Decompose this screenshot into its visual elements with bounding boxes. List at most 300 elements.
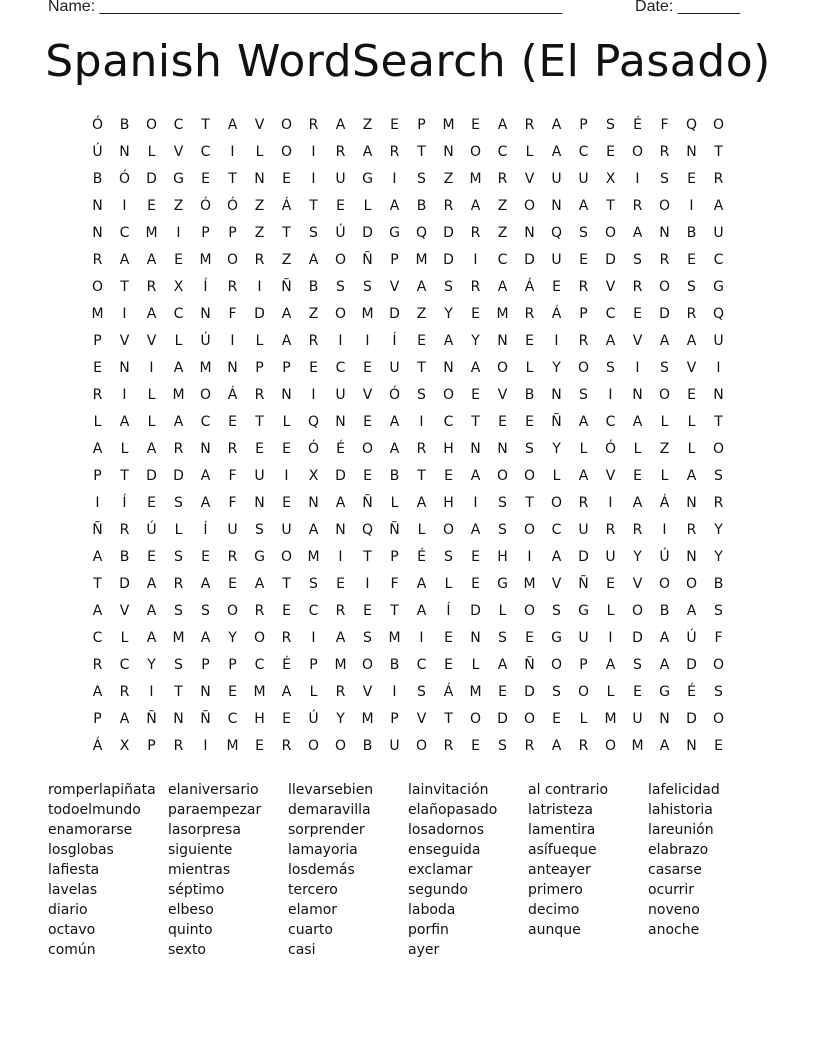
grid-letter: T	[714, 144, 723, 160]
grid-letter: E	[282, 603, 291, 619]
grid-letter: G	[578, 603, 589, 619]
grid-letter: V	[632, 333, 643, 349]
grid-letter: R	[497, 171, 508, 187]
grid-letter: Ñ	[146, 711, 157, 727]
grid-letter: L	[147, 144, 156, 160]
grid-letter: I	[608, 495, 613, 511]
grid-letter: R	[92, 387, 103, 403]
grid-row	[84, 112, 734, 139]
word-list-item: casi	[288, 942, 316, 958]
grid-letter: T	[525, 495, 534, 511]
grid-letter: S	[660, 360, 669, 376]
grid-letter: O	[280, 549, 293, 565]
grid-letter: L	[687, 441, 696, 457]
grid-letter: R	[281, 738, 292, 754]
grid-letter: Q	[361, 522, 374, 538]
grid-letter: L	[471, 657, 480, 673]
grid-letter: E	[201, 549, 210, 565]
grid-letter: B	[389, 657, 400, 673]
grid-letter: R	[227, 549, 238, 565]
grid-letter: I	[392, 171, 397, 187]
grid-letter: S	[525, 441, 534, 457]
grid-letter: P	[93, 468, 102, 484]
grid-letter: Í	[203, 522, 208, 538]
grid-row	[84, 220, 734, 247]
grid-letter: A	[686, 333, 697, 349]
grid-letter: É	[417, 549, 426, 565]
grid-letter: R	[578, 495, 589, 511]
grid-letter: D	[524, 252, 535, 268]
grid-letter: A	[632, 495, 643, 511]
grid-letter: V	[362, 684, 373, 700]
grid-letter: Ú	[92, 144, 103, 160]
grid-row	[84, 652, 734, 679]
grid-letter: I	[662, 522, 667, 538]
grid-letter: C	[605, 306, 616, 322]
grid-letter: T	[714, 414, 723, 430]
grid-letter: C	[308, 603, 319, 619]
grid-letter: A	[200, 495, 211, 511]
grid-letter: Q	[415, 225, 428, 241]
grid-letter: Ó	[226, 198, 239, 214]
grid-letter: R	[443, 198, 454, 214]
grid-letter: U	[389, 360, 400, 376]
grid-letter: O	[577, 684, 590, 700]
grid-letter: S	[363, 630, 372, 646]
grid-letter: Z	[443, 171, 454, 187]
grid-letter: N	[686, 549, 697, 565]
grid-letter: A	[119, 252, 130, 268]
grid-letter: B	[713, 576, 724, 592]
grid-letter: T	[417, 360, 426, 376]
grid-letter: S	[417, 171, 426, 187]
grid-letter: A	[389, 198, 400, 214]
grid-letter: A	[146, 630, 157, 646]
grid-letter: C	[119, 657, 130, 673]
grid-letter: A	[281, 306, 292, 322]
grid-letter: P	[309, 657, 318, 673]
word-list-item: mientras	[168, 862, 231, 878]
grid-letter: M	[226, 738, 239, 754]
grid-letter: S	[174, 549, 183, 565]
grid-letter: G	[362, 171, 373, 187]
grid-row	[84, 193, 734, 220]
grid-letter: S	[552, 684, 561, 700]
grid-letter: Ñ	[362, 495, 373, 511]
grid-letter: Ñ	[551, 414, 562, 430]
grid-letter: O	[334, 306, 347, 322]
grid-letter: M	[469, 684, 482, 700]
word-list-item: decimo	[528, 902, 580, 918]
grid-letter: S	[714, 603, 723, 619]
grid-letter: M	[361, 306, 374, 322]
grid-letter: O	[91, 279, 104, 295]
grid-letter: O	[712, 117, 725, 133]
grid-letter: L	[120, 630, 129, 646]
grid-letter: A	[551, 549, 562, 565]
grid-letter: C	[497, 252, 508, 268]
grid-letter: C	[551, 522, 562, 538]
grid-letter: R	[578, 738, 589, 754]
grid-letter: O	[280, 117, 293, 133]
grid-letter: P	[579, 657, 588, 673]
grid-letter: A	[92, 603, 103, 619]
grid-letter: S	[633, 657, 642, 673]
grid-letter: L	[579, 711, 588, 727]
word-list-item: común	[48, 942, 96, 958]
grid-letter: A	[470, 522, 481, 538]
grid-letter: R	[578, 279, 589, 295]
word-list-item: romperlapiñata	[48, 782, 156, 798]
grid-letter: R	[713, 171, 724, 187]
grid-letter: Ú	[335, 225, 346, 241]
grid-letter: Y	[714, 522, 723, 538]
grid-letter: Ó	[388, 387, 401, 403]
word-list-item: elañopasado	[408, 802, 498, 818]
grid-letter: S	[579, 387, 588, 403]
grid-letter: D	[632, 630, 643, 646]
grid-row	[84, 166, 734, 193]
grid-letter: D	[659, 306, 670, 322]
grid-letter: A	[578, 198, 589, 214]
grid-letter: R	[659, 252, 670, 268]
grid-letter: O	[712, 441, 725, 457]
grid-letter: M	[361, 711, 374, 727]
grid-letter: C	[713, 252, 724, 268]
grid-letter: R	[524, 306, 535, 322]
word-list-item: séptimo	[168, 882, 225, 898]
grid-letter: G	[659, 684, 670, 700]
grid-letter: C	[605, 414, 616, 430]
grid-letter: E	[687, 252, 696, 268]
grid-letter: O	[685, 576, 698, 592]
grid-letter: O	[226, 252, 239, 268]
grid-letter: R	[632, 279, 643, 295]
grid-letter: Q	[712, 306, 725, 322]
grid-letter: C	[173, 117, 184, 133]
grid-letter: D	[389, 306, 400, 322]
grid-letter: L	[552, 468, 561, 484]
word-list-item: losdemás	[288, 862, 355, 878]
grid-letter: N	[200, 306, 211, 322]
grid-letter: I	[365, 333, 370, 349]
grid-letter: T	[201, 117, 210, 133]
grid-row	[84, 355, 734, 382]
grid-letter: A	[416, 279, 427, 295]
grid-letter: P	[93, 333, 102, 349]
grid-letter: H	[254, 711, 265, 727]
grid-letter: E	[417, 333, 426, 349]
grid-letter: M	[415, 252, 428, 268]
grid-letter: E	[633, 468, 642, 484]
grid-letter: N	[470, 441, 481, 457]
grid-letter: B	[416, 198, 427, 214]
grid-letter: G	[173, 171, 184, 187]
grid-letter: S	[201, 603, 210, 619]
grid-letter: L	[174, 333, 183, 349]
grid-letter: Z	[416, 306, 427, 322]
grid-letter: E	[336, 576, 345, 592]
grid-letter: O	[442, 387, 455, 403]
grid-letter: D	[497, 711, 508, 727]
grid-letter: D	[524, 684, 535, 700]
grid-letter: I	[230, 333, 235, 349]
grid-letter: N	[551, 198, 562, 214]
grid-letter: A	[686, 468, 697, 484]
grid-letter: E	[633, 306, 642, 322]
grid-letter: Ñ	[389, 522, 400, 538]
grid-letter: A	[254, 576, 265, 592]
grid-letter: R	[173, 738, 184, 754]
grid-letter: S	[363, 279, 372, 295]
word-list-item: siguiente	[168, 842, 233, 858]
grid-letter: E	[471, 738, 480, 754]
grid-letter: E	[228, 414, 237, 430]
grid-letter: E	[579, 252, 588, 268]
word-list-item: anteayer	[528, 862, 591, 878]
grid-letter: C	[497, 144, 508, 160]
grid-letter: E	[552, 279, 561, 295]
grid-letter: S	[309, 576, 318, 592]
grid-letter: Z	[497, 225, 508, 241]
grid-letter: L	[525, 360, 534, 376]
grid-letter: R	[281, 630, 292, 646]
grid-letter: I	[527, 549, 532, 565]
grid-letter: N	[200, 441, 211, 457]
grid-letter: E	[390, 117, 399, 133]
grid-letter: I	[257, 279, 262, 295]
word-list-item: losglobas	[48, 842, 114, 858]
grid-letter: Z	[659, 441, 670, 457]
grid-letter: I	[635, 360, 640, 376]
grid-letter: D	[146, 468, 157, 484]
grid-letter: O	[361, 441, 374, 457]
grid-letter: A	[335, 495, 346, 511]
grid-letter: F	[714, 630, 723, 646]
grid-row	[84, 382, 734, 409]
grid-letter: P	[147, 738, 156, 754]
grid-letter: X	[308, 468, 319, 484]
grid-letter: M	[91, 306, 104, 322]
grid-letter: H	[443, 441, 454, 457]
grid-letter: D	[335, 468, 346, 484]
grid-letter: T	[174, 684, 183, 700]
letter-grid	[84, 112, 734, 760]
grid-letter: Y	[228, 630, 237, 646]
grid-letter: N	[227, 360, 238, 376]
word-list-item: elaniversario	[168, 782, 259, 798]
grid-letter: N	[200, 684, 211, 700]
word-list-item: todoelmundo	[48, 802, 141, 818]
grid-letter: P	[201, 657, 210, 673]
word-list-item: lavelas	[48, 882, 98, 898]
grid-letter: T	[471, 414, 480, 430]
word-list-item: losadornos	[408, 822, 485, 838]
grid-letter: Í	[392, 333, 397, 349]
word-list-item: noveno	[648, 902, 700, 918]
grid-letter: M	[388, 630, 401, 646]
grid-letter: A	[200, 630, 211, 646]
grid-letter: V	[389, 279, 400, 295]
grid-letter: A	[551, 117, 562, 133]
grid-letter: Á	[551, 306, 562, 322]
grid-letter: B	[524, 387, 535, 403]
grid-letter: G	[254, 549, 265, 565]
grid-letter: Y	[552, 441, 561, 457]
grid-letter: T	[282, 225, 291, 241]
grid-letter: E	[282, 495, 291, 511]
grid-letter: A	[362, 144, 373, 160]
grid-letter: S	[687, 279, 696, 295]
grid-letter: R	[578, 333, 589, 349]
grid-row	[84, 274, 734, 301]
grid-letter: O	[523, 711, 536, 727]
grid-row	[84, 247, 734, 274]
grid-letter: T	[417, 144, 426, 160]
grid-letter: R	[713, 495, 724, 511]
grid-letter: O	[550, 495, 563, 511]
grid-letter: Y	[552, 360, 561, 376]
word-list-item: lafelicidad	[648, 782, 720, 798]
grid-letter: E	[633, 684, 642, 700]
grid-letter: R	[173, 576, 184, 592]
word-list-item: lahistoria	[648, 802, 713, 818]
word-list-item: lafiesta	[48, 862, 100, 878]
grid-letter: C	[92, 630, 103, 646]
grid-letter: Á	[281, 198, 292, 214]
grid-letter: Ú	[146, 522, 157, 538]
grid-letter: E	[498, 414, 507, 430]
grid-letter: A	[146, 603, 157, 619]
grid-letter: P	[417, 117, 426, 133]
grid-letter: L	[147, 414, 156, 430]
grid-letter: V	[173, 144, 184, 160]
grid-letter: E	[525, 630, 534, 646]
grid-letter: Y	[714, 549, 723, 565]
grid-letter: T	[390, 603, 399, 619]
grid-letter: E	[471, 387, 480, 403]
word-list-item: casarse	[648, 862, 702, 878]
grid-letter: L	[255, 144, 264, 160]
grid-letter: U	[281, 522, 292, 538]
word-list-item: primero	[528, 882, 583, 898]
grid-row	[84, 571, 734, 598]
grid-letter: N	[335, 522, 346, 538]
grid-row	[84, 139, 734, 166]
grid-letter: I	[392, 684, 397, 700]
grid-letter: R	[119, 684, 130, 700]
grid-letter: I	[122, 198, 127, 214]
grid-letter: Y	[633, 549, 642, 565]
grid-row	[84, 328, 734, 355]
word-list-item: lareunión	[648, 822, 714, 838]
grid-letter: R	[470, 279, 481, 295]
grid-letter: D	[119, 576, 130, 592]
grid-letter: A	[659, 630, 670, 646]
grid-letter: B	[389, 468, 400, 484]
grid-letter: E	[147, 495, 156, 511]
grid-letter: N	[335, 414, 346, 430]
grid-letter: S	[336, 279, 345, 295]
grid-letter: O	[199, 387, 212, 403]
grid-letter: Ñ	[92, 522, 103, 538]
word-list-item: diario	[48, 902, 88, 918]
grid-letter: L	[93, 414, 102, 430]
grid-letter: U	[227, 522, 238, 538]
grid-letter: S	[660, 171, 669, 187]
grid-letter: S	[498, 630, 507, 646]
grid-letter: S	[444, 549, 453, 565]
grid-letter: R	[335, 144, 346, 160]
grid-letter: A	[281, 684, 292, 700]
grid-letter: N	[281, 387, 292, 403]
grid-letter: E	[687, 387, 696, 403]
grid-letter: A	[470, 198, 481, 214]
grid-letter: Ú	[659, 549, 670, 565]
grid-letter: E	[471, 117, 480, 133]
grid-letter: G	[713, 279, 724, 295]
grid-row	[84, 544, 734, 571]
grid-letter: M	[172, 630, 185, 646]
grid-letter: U	[578, 630, 589, 646]
grid-letter: O	[361, 657, 374, 673]
word-list-item: ocurrir	[648, 882, 695, 898]
word-list-item: sorprender	[288, 822, 365, 838]
grid-letter: X	[605, 171, 616, 187]
grid-letter: D	[173, 468, 184, 484]
grid-letter: I	[149, 360, 154, 376]
grid-letter: P	[93, 711, 102, 727]
grid-letter: H	[497, 549, 508, 565]
grid-letter: A	[659, 738, 670, 754]
grid-letter: M	[334, 657, 347, 673]
grid-letter: N	[254, 171, 265, 187]
grid-letter: Ú	[308, 711, 319, 727]
grid-letter: V	[254, 117, 265, 133]
grid-letter: O	[523, 468, 536, 484]
grid-letter: D	[254, 306, 265, 322]
word-list-item: lamentira	[528, 822, 596, 838]
grid-letter: Q	[550, 225, 563, 241]
grid-letter: P	[390, 252, 399, 268]
grid-letter: R	[92, 252, 103, 268]
word-list	[48, 780, 768, 960]
grid-letter: Z	[281, 252, 292, 268]
grid-letter: P	[201, 225, 210, 241]
grid-letter: Y	[471, 333, 480, 349]
grid-letter: D	[686, 711, 697, 727]
grid-letter: Y	[336, 711, 345, 727]
grid-letter: R	[173, 441, 184, 457]
grid-letter: E	[363, 468, 372, 484]
grid-letter: I	[473, 252, 478, 268]
grid-letter: B	[686, 225, 697, 241]
grid-letter: D	[362, 225, 373, 241]
grid-letter: R	[308, 117, 319, 133]
grid-letter: L	[525, 144, 534, 160]
word-list-item: enamorarse	[48, 822, 133, 838]
grid-letter: C	[200, 414, 211, 430]
grid-letter: L	[498, 603, 507, 619]
grid-letter: E	[498, 684, 507, 700]
grid-letter: O	[577, 360, 590, 376]
word-list-item: lainvitación	[408, 782, 489, 798]
grid-letter: Ñ	[362, 252, 373, 268]
grid-letter: U	[335, 171, 346, 187]
grid-letter: P	[228, 657, 237, 673]
grid-letter: L	[255, 333, 264, 349]
grid-letter: A	[227, 117, 238, 133]
